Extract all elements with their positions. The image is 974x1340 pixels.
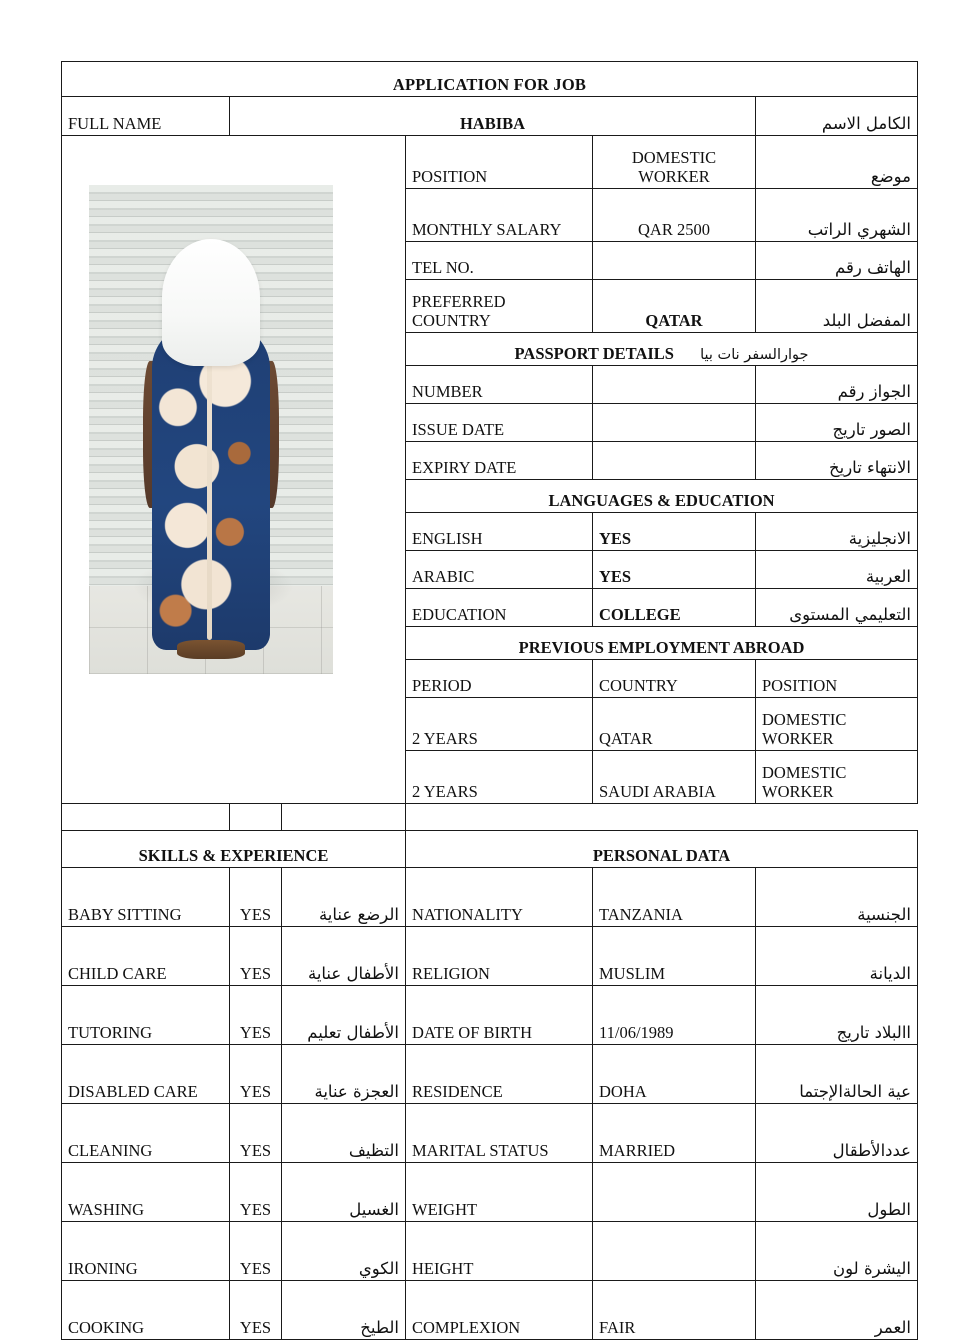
personal-label: RELIGION bbox=[406, 927, 593, 986]
employment-position: DOMESTIC WORKER bbox=[756, 751, 918, 804]
tel-no-value[interactable] bbox=[593, 242, 756, 280]
skill-personal-row bbox=[62, 986, 918, 1045]
passport-issue-date-label: ISSUE DATE bbox=[406, 404, 593, 442]
skill-value: YES bbox=[230, 1281, 282, 1340]
monthly-salary-arabic: الشهري الراتب bbox=[756, 189, 918, 242]
arabic-language-label: ARABIC bbox=[406, 551, 593, 589]
skill-arabic: الطيخ bbox=[282, 1281, 406, 1340]
personal-value: TANZANIA bbox=[593, 868, 756, 927]
tel-no-label: TEL NO. bbox=[406, 242, 593, 280]
skill-arabic: العجزة عناية bbox=[282, 1045, 406, 1104]
passport-issue-date-value[interactable] bbox=[593, 404, 756, 442]
passport-expiry-date-arabic: الانتهاء تاريخ bbox=[756, 442, 918, 480]
personal-value[interactable] bbox=[593, 1222, 756, 1281]
skill-arabic: الرضع عناية bbox=[282, 868, 406, 927]
skill-label: IRONING bbox=[62, 1222, 230, 1281]
personal-value: MUSLIM bbox=[593, 927, 756, 986]
skill-label: DISABLED CARE bbox=[62, 1045, 230, 1104]
personal-value: DOHA bbox=[593, 1045, 756, 1104]
personal-value[interactable] bbox=[593, 1163, 756, 1222]
full-name-label: FULL NAME bbox=[62, 97, 230, 136]
skill-label: BABY SITTING bbox=[62, 868, 230, 927]
monthly-salary-label: MONTHLY SALARY bbox=[406, 189, 593, 242]
personal-arabic: العمر bbox=[756, 1281, 918, 1340]
position-row bbox=[62, 136, 918, 189]
applicant-photo bbox=[89, 185, 333, 674]
personal-arabic: اليشرة لون bbox=[756, 1222, 918, 1281]
employment-header-period: PERIOD bbox=[406, 660, 593, 698]
skill-arabic: الكوي bbox=[282, 1222, 406, 1281]
skill-arabic: التظيف bbox=[282, 1104, 406, 1163]
employment-position: DOMESTIC WORKER bbox=[756, 698, 918, 751]
page-title: APPLICATION FOR JOB bbox=[62, 62, 918, 97]
passport-number-label: NUMBER bbox=[406, 366, 593, 404]
skill-label: WASHING bbox=[62, 1163, 230, 1222]
full-name-arabic: الكامل الاسم bbox=[756, 97, 918, 136]
photo-white-hijab bbox=[162, 239, 260, 366]
employment-row bbox=[62, 804, 918, 831]
employment-period[interactable] bbox=[62, 804, 230, 831]
skills-personal-header-row bbox=[62, 831, 918, 868]
personal-label: HEIGHT bbox=[406, 1222, 593, 1281]
passport-issue-date-arabic: الصور تاريج bbox=[756, 404, 918, 442]
personal-label: WEIGHT bbox=[406, 1163, 593, 1222]
photo-dress-placket bbox=[207, 332, 212, 640]
monthly-salary-value: QAR 2500 bbox=[593, 189, 756, 242]
passport-number-value[interactable] bbox=[593, 366, 756, 404]
employment-country: SAUDI ARABIA bbox=[593, 751, 756, 804]
skill-arabic: الأطفال عناية bbox=[282, 927, 406, 986]
employment-country: QATAR bbox=[593, 698, 756, 751]
applicant-photo-cell bbox=[62, 136, 406, 804]
skill-personal-row bbox=[62, 868, 918, 927]
skill-arabic: الغسيل bbox=[282, 1163, 406, 1222]
personal-label: DATE OF BIRTH bbox=[406, 986, 593, 1045]
skill-personal-row bbox=[62, 1222, 918, 1281]
education-label: EDUCATION bbox=[406, 589, 593, 627]
passport-section-title: PASSPORT DETAILS bbox=[514, 343, 674, 363]
arabic-language-value: YES bbox=[593, 551, 756, 589]
personal-arabic: الديانة bbox=[756, 927, 918, 986]
personal-value: FAIR bbox=[593, 1281, 756, 1340]
employment-header-position: POSITION bbox=[756, 660, 918, 698]
skill-label: CHILD CARE bbox=[62, 927, 230, 986]
full-name-value: HABIBA bbox=[230, 97, 756, 136]
photo-sandals bbox=[177, 640, 245, 660]
personal-arabic: الجنسية bbox=[756, 868, 918, 927]
employment-section-title: PREVIOUS EMPLOYMENT ABROAD bbox=[406, 627, 918, 660]
education-value: COLLEGE bbox=[593, 589, 756, 627]
skill-personal-row bbox=[62, 1045, 918, 1104]
english-label: ENGLISH bbox=[406, 513, 593, 551]
passport-expiry-date-value[interactable] bbox=[593, 442, 756, 480]
education-arabic: التعليمي المستوى bbox=[756, 589, 918, 627]
skill-value: YES bbox=[230, 986, 282, 1045]
personal-label: NATIONALITY bbox=[406, 868, 593, 927]
skill-personal-row bbox=[62, 1281, 918, 1340]
skill-personal-row bbox=[62, 1104, 918, 1163]
passport-number-arabic: الجواز رقم bbox=[756, 366, 918, 404]
personal-value: 11/06/1989 bbox=[593, 986, 756, 1045]
skill-value: YES bbox=[230, 868, 282, 927]
personal-arabic: عددالأطقال bbox=[756, 1104, 918, 1163]
english-arabic: الانجليزية bbox=[756, 513, 918, 551]
passport-section-title-arabic: جوارالسفر نات بيا bbox=[700, 346, 809, 363]
skill-value: YES bbox=[230, 1104, 282, 1163]
languages-section-title: LANGUAGES & EDUCATION bbox=[406, 480, 918, 513]
tel-no-arabic: الهاتف رقم bbox=[756, 242, 918, 280]
preferred-country-value: QATAR bbox=[593, 280, 756, 333]
full-name-row bbox=[62, 97, 918, 136]
skills-section-title: SKILLS & EXPERIENCE bbox=[62, 831, 406, 868]
personal-label: COMPLEXION bbox=[406, 1281, 593, 1340]
position-label: POSITION bbox=[406, 136, 593, 189]
employment-header-country: COUNTRY bbox=[593, 660, 756, 698]
title-row bbox=[62, 62, 918, 97]
skill-value: YES bbox=[230, 1222, 282, 1281]
preferred-country-arabic: المفضل البلد bbox=[756, 280, 918, 333]
personal-arabic: الطول bbox=[756, 1163, 918, 1222]
employment-period: 2 YEARS bbox=[406, 698, 593, 751]
passport-section-header bbox=[406, 333, 918, 366]
preferred-country-label: PREFERRED COUNTRY bbox=[406, 280, 593, 333]
employment-country[interactable] bbox=[230, 804, 282, 831]
skill-value: YES bbox=[230, 927, 282, 986]
english-value: YES bbox=[593, 513, 756, 551]
employment-period: 2 YEARS bbox=[406, 751, 593, 804]
personal-data-section-title: PERSONAL DATA bbox=[406, 831, 918, 868]
skill-label: COOKING bbox=[62, 1281, 230, 1340]
skill-arabic: الأطفال تعليم bbox=[282, 986, 406, 1045]
personal-label: RESIDENCE bbox=[406, 1045, 593, 1104]
position-arabic: موضع bbox=[756, 136, 918, 189]
position-value: DOMESTIC WORKER bbox=[593, 136, 756, 189]
skill-value: YES bbox=[230, 1045, 282, 1104]
passport-expiry-date-label: EXPIRY DATE bbox=[406, 442, 593, 480]
skill-value: YES bbox=[230, 1163, 282, 1222]
personal-value: MARRIED bbox=[593, 1104, 756, 1163]
personal-arabic: االبلاد تاريج bbox=[756, 986, 918, 1045]
personal-arabic: عية الحالةالإجتما bbox=[756, 1045, 918, 1104]
personal-label: MARITAL STATUS bbox=[406, 1104, 593, 1163]
skill-personal-row bbox=[62, 927, 918, 986]
skill-label: TUTORING bbox=[62, 986, 230, 1045]
skill-personal-row bbox=[62, 1163, 918, 1222]
skill-label: CLEANING bbox=[62, 1104, 230, 1163]
employment-position[interactable] bbox=[282, 804, 406, 831]
application-form-table bbox=[61, 61, 918, 1340]
arabic-language-arabic: العربية bbox=[756, 551, 918, 589]
